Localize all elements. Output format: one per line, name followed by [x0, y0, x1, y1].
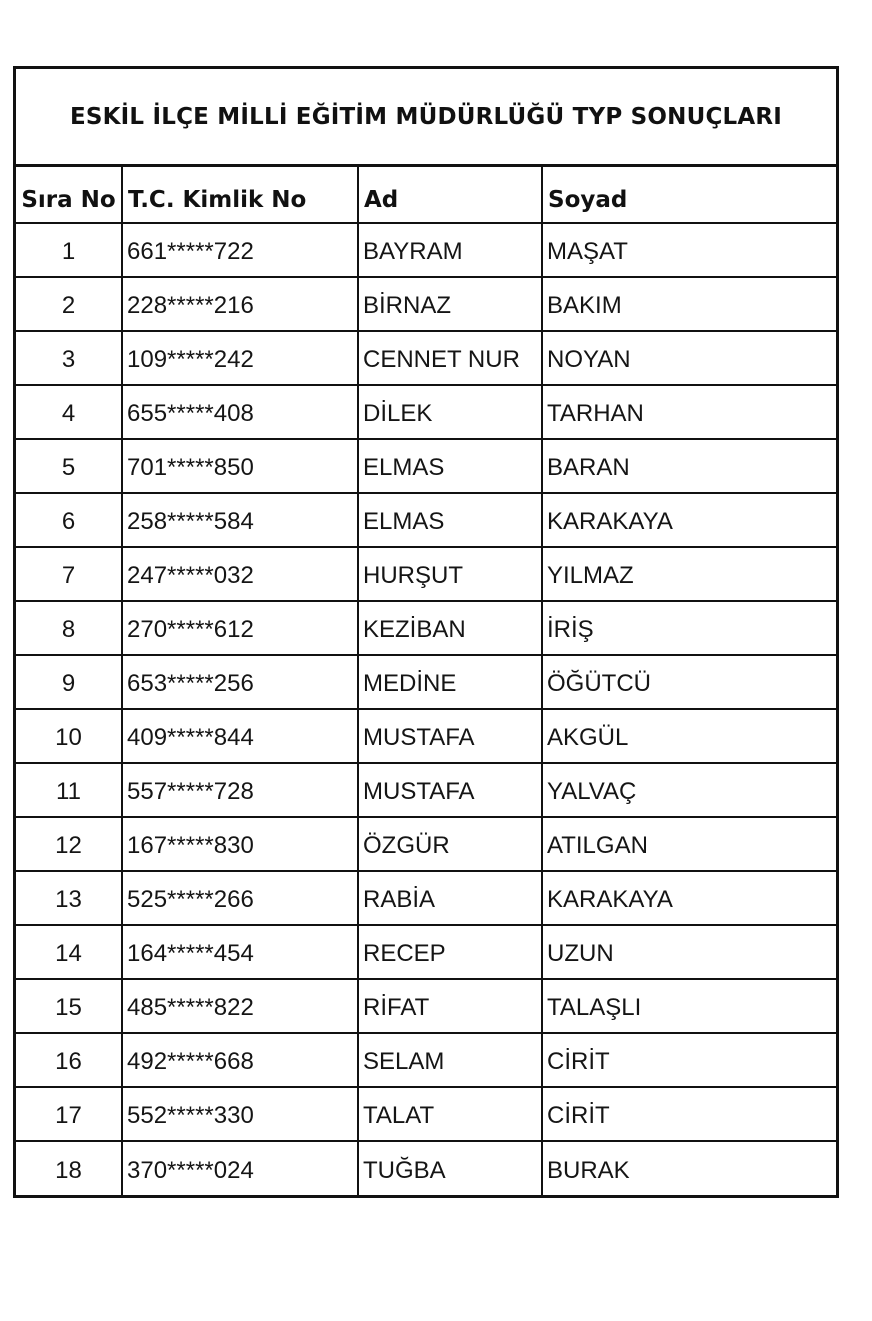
- tc-kimlik-cell: 655*****408: [122, 385, 358, 439]
- sira-cell: 10: [16, 709, 122, 763]
- tc-kimlik-cell: 409*****844: [122, 709, 358, 763]
- tc-kimlik-cell: 525*****266: [122, 871, 358, 925]
- soyad-cell: KARAKAYA: [542, 493, 836, 547]
- ad-cell: BAYRAM: [358, 223, 542, 277]
- sira-cell: 8: [16, 601, 122, 655]
- table-row: [16, 277, 836, 331]
- soyad-cell: TALAŞLI: [542, 979, 836, 1033]
- header-soyad: Soyad: [542, 167, 836, 223]
- table-row: [16, 493, 836, 547]
- soyad-cell: NOYAN: [542, 331, 836, 385]
- soyad-cell: BAKIM: [542, 277, 836, 331]
- tc-kimlik-cell: 258*****584: [122, 493, 358, 547]
- sira-cell: 3: [16, 331, 122, 385]
- tc-kimlik-cell: 485*****822: [122, 979, 358, 1033]
- soyad-cell: UZUN: [542, 925, 836, 979]
- table-row: [16, 817, 836, 871]
- ad-cell: TALAT: [358, 1087, 542, 1141]
- tc-kimlik-cell: 701*****850: [122, 439, 358, 493]
- header-ad: Ad: [358, 167, 542, 223]
- tc-kimlik-cell: 270*****612: [122, 601, 358, 655]
- soyad-cell: BARAN: [542, 439, 836, 493]
- table-row: [16, 601, 836, 655]
- header-sira-no: Sıra No: [16, 167, 122, 223]
- table-row: [16, 979, 836, 1033]
- ad-cell: RİFAT: [358, 979, 542, 1033]
- sira-cell: 15: [16, 979, 122, 1033]
- sira-cell: 16: [16, 1033, 122, 1087]
- ad-cell: RECEP: [358, 925, 542, 979]
- ad-cell: TUĞBA: [358, 1141, 542, 1195]
- tc-kimlik-cell: 247*****032: [122, 547, 358, 601]
- sira-cell: 13: [16, 871, 122, 925]
- sira-cell: 5: [16, 439, 122, 493]
- table-row: [16, 331, 836, 385]
- sira-cell: 6: [16, 493, 122, 547]
- sira-cell: 2: [16, 277, 122, 331]
- table-row: [16, 709, 836, 763]
- header-tc-kimlik-no: T.C. Kimlik No: [122, 167, 358, 223]
- sira-cell: 17: [16, 1087, 122, 1141]
- table-row: [16, 1033, 836, 1087]
- tc-kimlik-cell: 167*****830: [122, 817, 358, 871]
- title-box: [16, 69, 836, 167]
- tc-kimlik-cell: 557*****728: [122, 763, 358, 817]
- ad-cell: SELAM: [358, 1033, 542, 1087]
- ad-cell: BİRNAZ: [358, 277, 542, 331]
- soyad-cell: YALVAÇ: [542, 763, 836, 817]
- sira-cell: 18: [16, 1141, 122, 1195]
- sira-cell: 4: [16, 385, 122, 439]
- tc-kimlik-cell: 653*****256: [122, 655, 358, 709]
- header-row: [16, 167, 836, 223]
- soyad-cell: KARAKAYA: [542, 871, 836, 925]
- ad-cell: MUSTAFA: [358, 709, 542, 763]
- tc-kimlik-cell: 228*****216: [122, 277, 358, 331]
- soyad-cell: ÖĞÜTCÜ: [542, 655, 836, 709]
- tc-kimlik-cell: 492*****668: [122, 1033, 358, 1087]
- ad-cell: MUSTAFA: [358, 763, 542, 817]
- results-table: [16, 167, 836, 1195]
- table-row: [16, 925, 836, 979]
- table-row: [16, 439, 836, 493]
- tc-kimlik-cell: 661*****722: [122, 223, 358, 277]
- table-header: [16, 167, 836, 223]
- tc-kimlik-cell: 370*****024: [122, 1141, 358, 1195]
- soyad-cell: TARHAN: [542, 385, 836, 439]
- sira-cell: 14: [16, 925, 122, 979]
- results-sheet: [13, 66, 839, 1198]
- table-row: [16, 655, 836, 709]
- soyad-cell: İRİŞ: [542, 601, 836, 655]
- sira-cell: 9: [16, 655, 122, 709]
- table-row: [16, 223, 836, 277]
- table-row: [16, 1141, 836, 1195]
- ad-cell: RABİA: [358, 871, 542, 925]
- table-row: [16, 385, 836, 439]
- table-body: [16, 223, 836, 1195]
- ad-cell: ELMAS: [358, 439, 542, 493]
- soyad-cell: CİRİT: [542, 1087, 836, 1141]
- ad-cell: MEDİNE: [358, 655, 542, 709]
- sira-cell: 7: [16, 547, 122, 601]
- ad-cell: KEZİBAN: [358, 601, 542, 655]
- table-row: [16, 1087, 836, 1141]
- ad-cell: CENNET NUR: [358, 331, 542, 385]
- table-row: [16, 763, 836, 817]
- soyad-cell: ATILGAN: [542, 817, 836, 871]
- soyad-cell: MAŞAT: [542, 223, 836, 277]
- sira-cell: 11: [16, 763, 122, 817]
- ad-cell: ELMAS: [358, 493, 542, 547]
- tc-kimlik-cell: 164*****454: [122, 925, 358, 979]
- soyad-cell: YILMAZ: [542, 547, 836, 601]
- soyad-cell: CİRİT: [542, 1033, 836, 1087]
- ad-cell: ÖZGÜR: [358, 817, 542, 871]
- soyad-cell: BURAK: [547, 1156, 630, 1184]
- table-row: [16, 547, 836, 601]
- soyad-cell: AKGÜL: [542, 709, 836, 763]
- tc-kimlik-cell: 109*****242: [122, 331, 358, 385]
- table-row: [16, 871, 836, 925]
- sira-cell: 12: [16, 817, 122, 871]
- document-title: ESKİL İLÇE MİLLİ EĞİTİM MÜDÜRLÜĞÜ TYP SONUÇLARI: [69, 103, 783, 130]
- tc-kimlik-cell: 552*****330: [122, 1087, 358, 1141]
- ad-cell: HURŞUT: [358, 547, 542, 601]
- sira-cell: 1: [16, 223, 122, 277]
- ad-cell: DİLEK: [358, 385, 542, 439]
